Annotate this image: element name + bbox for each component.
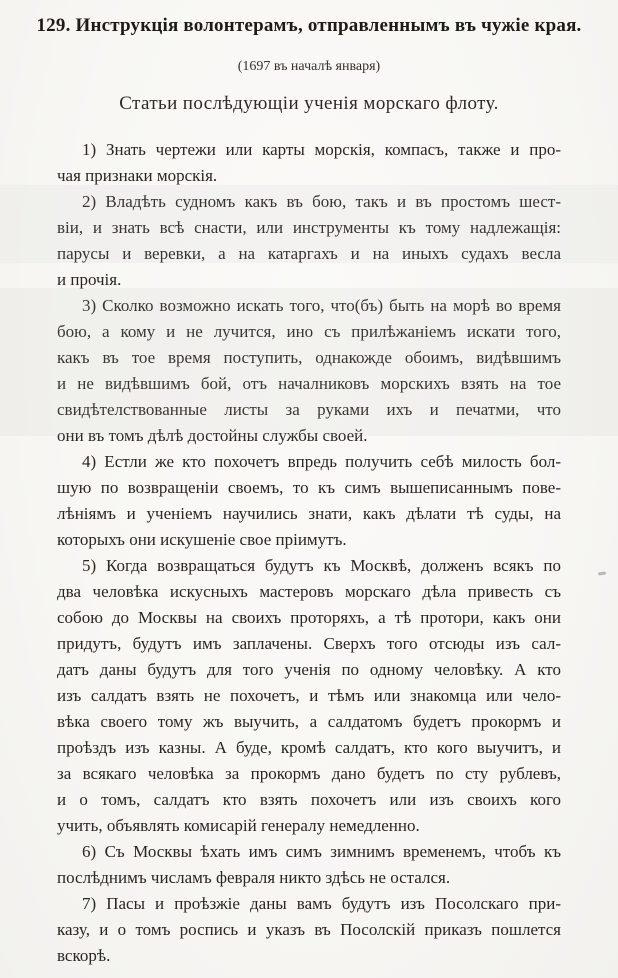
text-line: парусы и веревки, а на катаргахъ и на иныхъ судахъ весла: [57, 244, 561, 263]
text-line: бою, а кому и не лучится, ино съ прилѣжаніемъ искати того,: [57, 322, 561, 341]
text-line: и прочія.: [57, 270, 122, 289]
text-line: два человѣка искусныхъ мастеровъ морскаго дѣла привесть съ: [57, 582, 561, 601]
section-heading: Статьи послѣдующіи ученія морскаго флоту.: [119, 93, 499, 114]
text-line: віи, и знать всѣ снасти, или инструменты къ тому надлежащія:: [57, 218, 561, 237]
text-line: изъ салдатъ взять не похочетъ, и тѣмъ или знакомца или чело-: [57, 686, 561, 705]
text-line: чая признаки морскія.: [57, 166, 218, 185]
text-line: послѣднимъ числамъ февраля никто здѣсь не остался.: [57, 868, 451, 887]
paragraph-5: [57, 553, 561, 839]
text-line: казу, и о томъ роспись и указъ въ Посолскій приказъ пошлется: [57, 920, 561, 939]
paragraph-3: [57, 293, 561, 449]
text-line: 1) Знать чертежи или карты морскія, компасъ, также и про-: [82, 140, 561, 159]
text-line: вѣка своего тому жъ выучить, а салдатомъ будетъ прокормъ и: [57, 712, 561, 731]
text-line: и не видѣвшимъ бой, отъ началниковъ морскихъ взять на тое: [57, 374, 561, 393]
text-line: свидѣтелствованные листы за руками ихъ и печатми, что: [57, 400, 561, 419]
paragraph-7: [57, 891, 561, 969]
text-line: 2) Владѣть судномъ какъ въ бою, такъ и въ простомъ шест-: [82, 192, 561, 211]
paragraph-6: [57, 839, 561, 891]
text-line: проѣздъ изъ казны. А буде, кромѣ салдатъ, кто кого выучитъ, и: [57, 738, 561, 757]
text-line: 5) Когда возвращаться будутъ къ Москвѣ, долженъ всякъ по: [82, 556, 561, 575]
text-line: учить, объявлять комисарій генералу немедленно.: [57, 816, 420, 835]
text-line: какъ въ тое время поступить, однакожде обоимъ, видѣвшимъ: [57, 348, 561, 367]
text-line: лѣніямъ и ученіемъ научились знати, какъ дѣлати тѣ суды, на: [57, 504, 561, 523]
text-line: 7) Пасы и проѣзжіе даны вамъ будутъ изъ Посолскаго при-: [82, 894, 561, 913]
text-line: собою до Москвы на своихъ проторяхъ, а тѣ протори, какъ они: [57, 608, 561, 627]
scan-speck-artifact: [598, 571, 606, 575]
paragraph-2: [57, 189, 561, 293]
text-line: датъ даны будутъ для того ученія по одному человѣку. А кто: [57, 660, 561, 679]
text-line: и о томъ, салдатъ кто взять похочетъ или изъ своихъ кого: [57, 790, 561, 809]
document-title: 129. Инструкція волонтерамъ, отправленнымъ въ чужіе края.: [36, 15, 582, 36]
text-line: 3) Сколко возможно искать того, что(бъ) быть на морѣ во время: [82, 296, 561, 315]
text-line: вскорѣ.: [57, 946, 111, 965]
text-line: которыхъ они искушеніе свое пріимутъ.: [57, 530, 347, 549]
date-line: (1697 въ началѣ января): [237, 59, 381, 74]
text-line: придутъ, будутъ имъ заплачены. Сверхъ того отсюды изъ сал-: [57, 634, 561, 653]
text-line: шую по возвращеніи своемъ, то къ симъ вышеписаннымъ пове-: [57, 478, 561, 497]
text-line: 6) Съ Москвы ѣхать имъ симъ зимнимъ временемъ, чтобъ къ: [82, 842, 561, 861]
text-line: 4) Естли же кто похочетъ впредь получить себѣ милость бол-: [82, 452, 561, 471]
text-line: за всякаго человѣка за прокормъ дано будетъ по сту рублевъ,: [57, 764, 561, 783]
paragraph-4: [57, 449, 561, 553]
paragraph-1: [57, 137, 561, 189]
text-line: они въ томъ дѣлѣ достойны службы своей.: [57, 426, 368, 445]
document-body: [57, 137, 561, 969]
